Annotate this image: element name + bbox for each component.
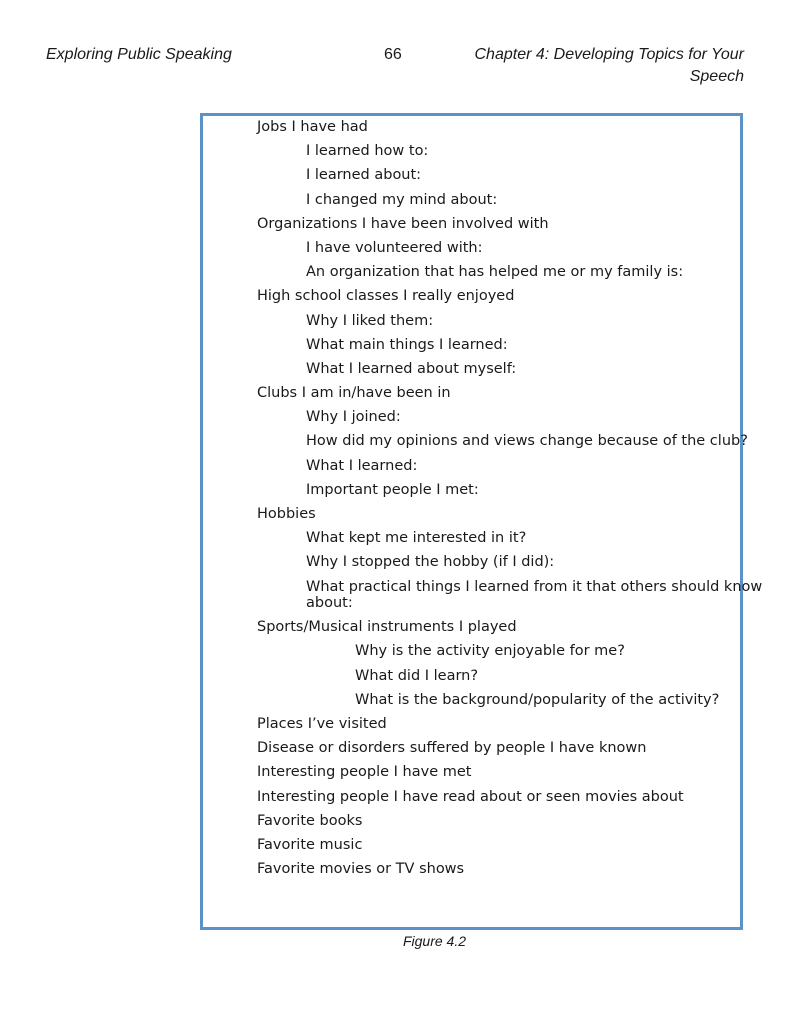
- topic-list: [257, 119, 763, 885]
- topic-prompt: What is the background/popularity of the activity?: [355, 691, 720, 708]
- running-header-chapter-title: Chapter 4: Developing Topics for Your Speech: [474, 46, 744, 85]
- topic-prompt: What kept me interested in it?: [306, 530, 527, 547]
- figure-box: [200, 113, 763, 930]
- topic-heading: Clubs I am in/have been in: [257, 385, 451, 402]
- topic-heading: Interesting people I have read about or seen movies about: [257, 788, 684, 805]
- topic-prompt: I learned about:: [306, 167, 422, 184]
- topic-prompt: What I learned:: [306, 457, 418, 474]
- topic-heading: High school classes I really enjoyed: [257, 288, 515, 305]
- topic-prompt: Why I joined:: [306, 409, 401, 426]
- topic-prompt: Why I stopped the hobby (if I did):: [306, 554, 555, 571]
- topic-heading: Hobbies: [257, 506, 316, 522]
- topic-heading: Jobs I have had: [257, 119, 368, 135]
- topic-prompt: What practical things I learned from it that others should know about:: [306, 578, 763, 612]
- topic-heading: Places I’ve visited: [257, 716, 387, 732]
- topic-prompt: How did my opinions and views change because of the club?: [306, 433, 748, 450]
- page-number: 66: [384, 46, 402, 63]
- topic-heading: Favorite movies or TV shows: [257, 861, 465, 878]
- topic-prompt: Why is the activity enjoyable for me?: [355, 643, 625, 660]
- topic-heading: Sports/Musical instruments I played: [257, 619, 517, 636]
- topic-prompt: What I learned about myself:: [306, 360, 517, 377]
- topic-heading: Disease or disorders suffered by people I have known: [257, 740, 647, 757]
- figure-caption: Figure 4.2: [402, 933, 467, 949]
- topic-heading: Favorite books: [257, 812, 363, 829]
- topic-prompt: What main things I learned:: [306, 336, 508, 353]
- topic-heading: Organizations I have been involved with: [257, 215, 549, 232]
- topic-prompt: I changed my mind about:: [306, 191, 498, 208]
- topic-prompt: Important people I met:: [306, 481, 479, 498]
- topic-prompt: I learned how to:: [306, 143, 429, 160]
- topic-prompt: What did I learn?: [355, 667, 479, 684]
- topic-prompt: An organization that has helped me or my family is:: [306, 264, 684, 281]
- topic-heading: Interesting people I have met: [257, 764, 472, 781]
- topic-heading: Favorite music: [257, 836, 363, 853]
- running-header-book-title: Exploring Public Speaking: [46, 46, 232, 63]
- topic-prompt: I have volunteered with:: [306, 239, 483, 256]
- topic-prompt: Why I liked them:: [306, 312, 434, 329]
